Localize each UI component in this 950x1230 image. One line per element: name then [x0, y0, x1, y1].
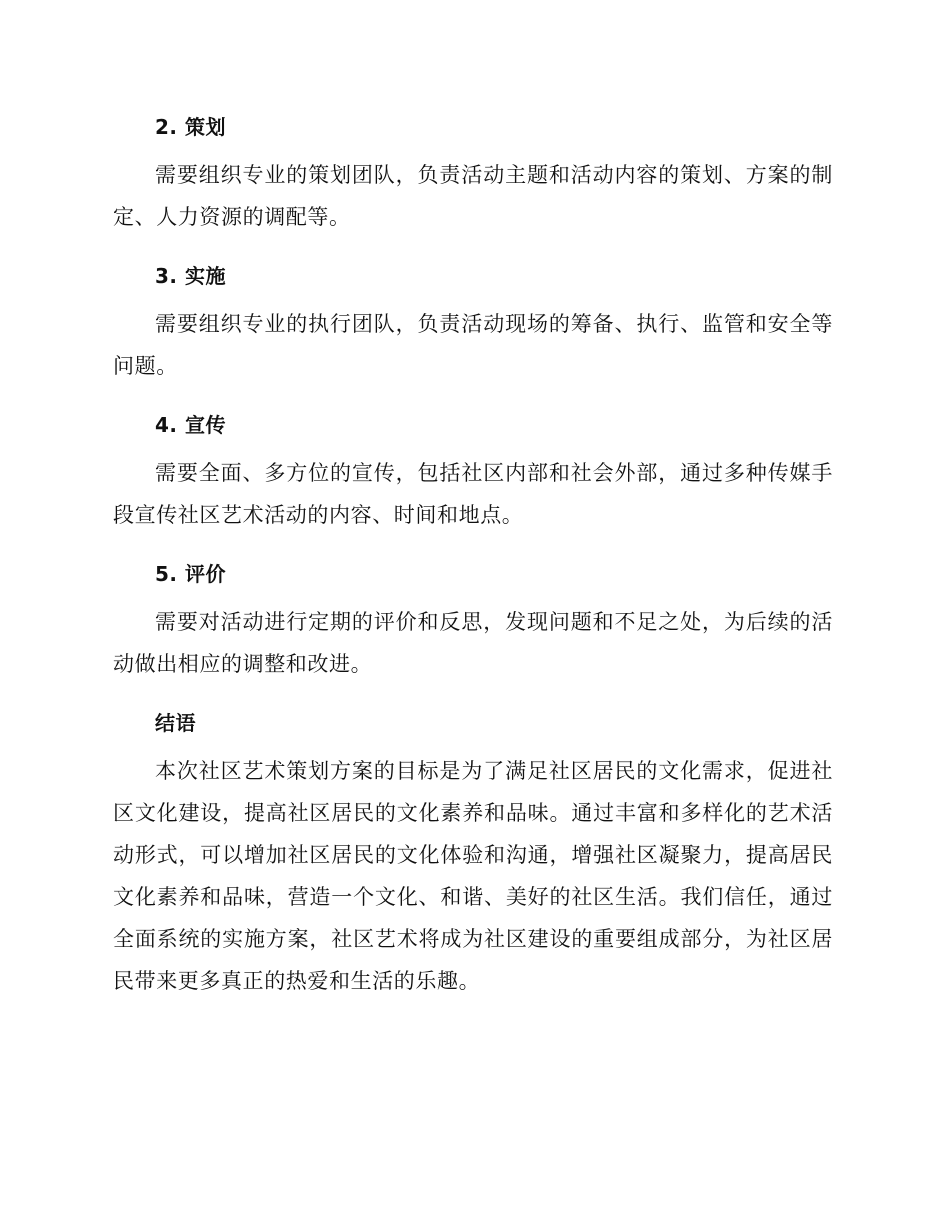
section-body-promotion: 需要全面、多方位的宣传，包括社区内部和社会外部，通过多种传媒手段宣传社区艺术活动的内容、时间和地点。	[113, 461, 833, 527]
section-heading-implementation: 3. 实施	[155, 264, 226, 288]
section-body-evaluation: 需要对活动进行定期的评价和反思，发现问题和不足之处，为后续的活动做出相应的调整和改进。	[113, 610, 833, 676]
section-body-conclusion: 本次社区艺术策划方案的目标是为了满足社区居民的文化需求，促进社区文化建设，提高社区居民的文化素养和品味。通过丰富和多样化的艺术活动形式，可以增加社区居民的文化体验和沟通，增强社区凝聚力，提高居民文化素养和品味，营造一个文化、和谐、美好的社区生活。我们信任，通过全面系统的实施方案，社区艺术将成为社区建设的重要组成部分，为社区居民带来更多真正的热爱和生活的乐趣。	[113, 759, 833, 993]
section-heading-conclusion: 结语	[155, 711, 196, 735]
section-heading-evaluation: 5. 评价	[155, 562, 226, 586]
section-heading-promotion: 4. 宣传	[155, 413, 226, 437]
section-heading-planning: 2. 策划	[155, 115, 226, 139]
document-page	[113, 108, 833, 1002]
section-body-planning: 需要组织专业的策划团队，负责活动主题和活动内容的策划、方案的制定、人力资源的调配等。	[113, 163, 833, 229]
section-body-implementation: 需要组织专业的执行团队，负责活动现场的筹备、执行、监管和安全等问题。	[113, 312, 833, 378]
